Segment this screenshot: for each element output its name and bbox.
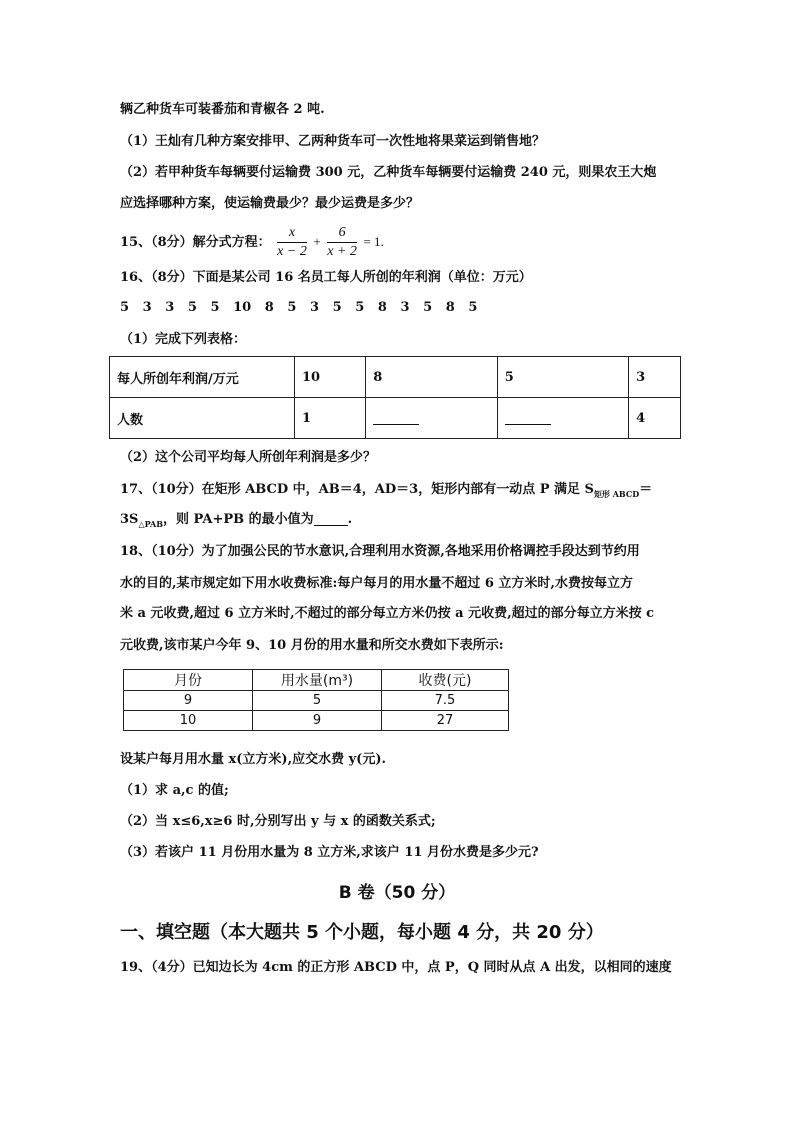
q14-part1: （1）王灿有几种方案安排甲、乙两种货车可一次性地将果菜运到销售地？ [120, 134, 546, 149]
q16-part2: （2）这个公司平均每人所创年利润是多少？ [120, 450, 377, 465]
answer-blank [373, 412, 419, 425]
table-cell: 每人所创年利润/万元 [110, 357, 295, 398]
q14-part2-line2: 应选择哪种方案，使运输费最少？最少运费是多少？ [120, 196, 420, 211]
table-cell: 5 [497, 357, 628, 398]
table-cell: 3 [629, 357, 681, 398]
q18-setup: 设某户每月用水量 x(立方米),应交水费 y(元). [120, 752, 387, 767]
q18-part1: （1）求 a,c 的值; [120, 783, 229, 798]
table-cell: 8 [366, 357, 497, 398]
water-fee-table [123, 669, 509, 731]
table-row [124, 691, 509, 711]
q14-part2-line1: （2）若甲种货车每辆要付运输费 300 元，乙种货车每辆要付运输费 240 元，则果农王大炮 [120, 165, 657, 180]
equation-rhs: = 1. [363, 234, 384, 249]
table-cell: 7.5 [382, 691, 509, 711]
q18-line1: 18、（10分）为了加强公民的节水意识,合理利用水资源,各地采用价格调控手段达到节约用 [120, 544, 640, 559]
plus-sign: + [313, 234, 321, 249]
subscript: △PAB [138, 519, 163, 529]
table-row [110, 357, 681, 398]
q18-line3: 米 a 元收费,超过 6 立方米时,不超过的部分每立方米仍按 a 元收费,超过的部分每立方米按 c [120, 606, 655, 621]
q18-line4: 元收费,该市某户今年 9、10 月份的用水量和所交水费如下表所示: [120, 638, 504, 653]
table-header: 月份 [124, 670, 253, 691]
q18-part3: （3）若该户 11 月份用水量为 8 立方米,求该户 11 月份水费是多少元? [120, 845, 539, 860]
table-row [110, 398, 681, 439]
fraction-1: $\frac{x}{x - 2}$ [277, 225, 307, 259]
q16-part1: （1）完成下列表格： [120, 332, 247, 347]
table-cell: 9 [124, 691, 253, 711]
q16-stem: 16、（8分）下面是某公司 16 名员工每人所创的年利润（单位：万元） [120, 270, 532, 285]
table-cell: 人数 [110, 398, 295, 439]
subscript: 矩形 ABCD [593, 489, 640, 499]
q19: 19、（4分）已知边长为 4cm 的正方形 ABCD 中，点 P，Q 同时从点 A 出发，以相同的速度 [120, 960, 672, 975]
section-b-title: B 卷（50 分） [338, 883, 456, 903]
q17-line2: $3S_{\triangle PAB}$，则 PA+PB 的最小值为 . [120, 512, 353, 529]
table-cell-blank [497, 398, 628, 439]
table-header: 用水量(m³) [253, 670, 382, 691]
table-row [124, 711, 509, 731]
profit-table [109, 356, 681, 439]
table-header: 收费(元) [382, 670, 509, 691]
table-header-row [124, 670, 509, 691]
answer-blank [505, 412, 551, 425]
continuation-line: 辆乙种货车可装番茄和青椒各 2 吨. [120, 102, 325, 117]
table-cell: 5 [253, 691, 382, 711]
q16-data: 5 3 3 5 5 10 8 5 3 5 5 8 3 5 8 5 [120, 300, 478, 315]
answer-blank [314, 513, 348, 526]
q15 [120, 222, 684, 262]
table-cell: 4 [629, 398, 681, 439]
table-cell: 10 [124, 711, 253, 731]
q17-line1: 17、（10分）在矩形 ABCD 中，AB＝4，AD＝3，矩形内部有一动点 P 满足 $S_{矩形 ABCD}=$ [120, 482, 653, 499]
table-cell: 10 [295, 357, 366, 398]
q15-prefix: 15、（8分）解分式方程： [120, 235, 271, 250]
table-cell: 1 [295, 398, 366, 439]
q18-line2: 水的目的,某市规定如下用水收费标准:每户每月的用水量不超过 6 立方米时,水费按每立方 [120, 576, 633, 591]
section-heading: 一、填空题（本大题共 5 个小题，每小题 4 分，共 20 分） [120, 922, 604, 943]
fraction-2: $\frac{6}{x + 2}$ [327, 225, 357, 259]
table-cell: 9 [253, 711, 382, 731]
q18-part2: （2）当 x≤6,x≥6 时,分别写出 y 与 x 的函数关系式; [120, 814, 436, 829]
table-cell-blank [366, 398, 497, 439]
table-cell: 27 [382, 711, 509, 731]
